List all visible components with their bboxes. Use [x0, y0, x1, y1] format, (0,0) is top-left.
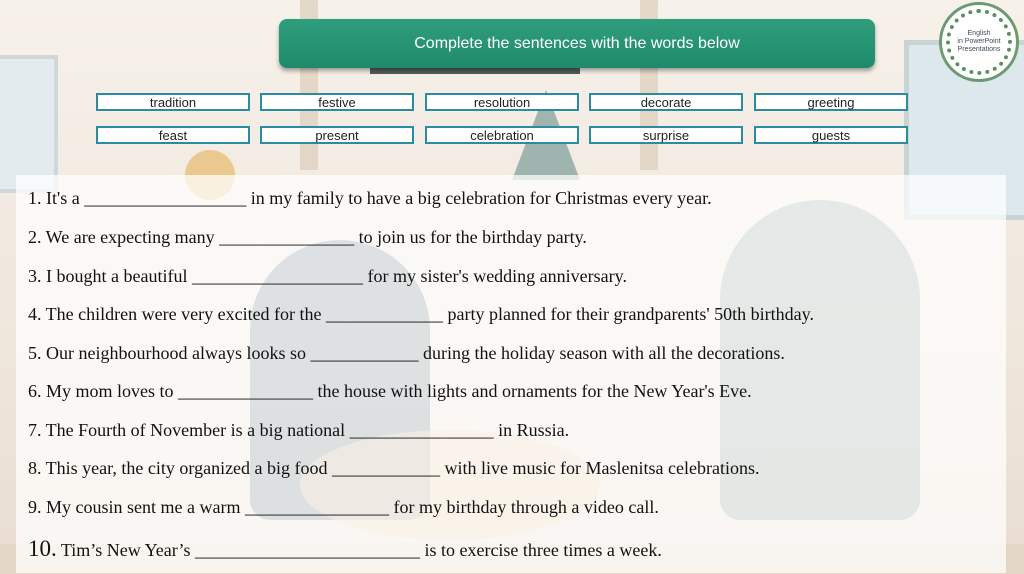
sentence-number: 5.	[28, 343, 42, 363]
sentence-number: 2.	[28, 227, 42, 247]
word-box: feast	[96, 126, 250, 144]
word-box: surprise	[589, 126, 743, 144]
sentence-number: 1.	[28, 188, 42, 208]
exercise-sentence	[28, 304, 814, 325]
sentence-number: 6.	[28, 381, 42, 401]
sentence-number: 8.	[28, 458, 42, 478]
sentence-number: 10.	[28, 536, 57, 561]
exercise-sentence	[28, 188, 712, 209]
sentence-text: Our neighbourhood always looks so ____________ during the holiday season with all the decorations.	[41, 343, 785, 363]
exercise-sentence	[28, 381, 752, 402]
sentence-number: 7.	[28, 420, 42, 440]
logo-text-line: Presentations	[957, 46, 1001, 53]
exercise-sentence	[28, 266, 627, 287]
sentence-text: The Fourth of November is a big national ________________ in Russia.	[41, 420, 570, 440]
sentence-text: This year, the city organized a big food ____________ with live music for Maslenitsa celebrations.	[41, 458, 760, 478]
word-box: guests	[754, 126, 908, 144]
sentence-number: 4.	[28, 304, 42, 324]
exercise-sentence	[28, 458, 759, 479]
sentence-text: I bought a beautiful ___________________ for my sister's wedding anniversary.	[41, 266, 627, 286]
logo-text-line: in PowerPoint	[957, 38, 1001, 45]
word-box: tradition	[96, 93, 250, 111]
sentence-text: It's a __________________ in my family to have a big celebration for Christmas every year.	[41, 188, 712, 208]
instruction-banner	[279, 19, 875, 68]
word-box: decorate	[589, 93, 743, 111]
page-title: Complete the sentences with the words below	[414, 34, 740, 52]
exercise-sentence	[28, 343, 785, 364]
background-window-left	[0, 55, 58, 193]
sentence-text: My mom loves to _______________ the house with lights and ornaments for the New Year's Eve.	[41, 381, 752, 401]
exercise-sentence	[28, 497, 659, 518]
word-box: festive	[260, 93, 414, 111]
sentence-text: The children were very excited for the _____________ party planned for their grandparents' 50th birthday.	[41, 304, 814, 324]
exercise-sentence	[28, 536, 662, 562]
sentence-text: My cousin sent me a warm ________________ for my birthday through a video call.	[41, 497, 659, 517]
exercise-sentence	[28, 420, 569, 441]
word-box: greeting	[754, 93, 908, 111]
sentence-text: Tim’s New Year’s _________________________ is to exercise three times a week.	[56, 540, 662, 560]
logo-text-line: English	[967, 30, 991, 37]
logo	[939, 2, 1019, 82]
exercise-sentence	[28, 227, 587, 248]
sentence-text: We are expecting many _______________ to join us for the birthday party.	[41, 227, 587, 247]
word-box: resolution	[425, 93, 579, 111]
word-box: celebration	[425, 126, 579, 144]
word-box: present	[260, 126, 414, 144]
sentence-number: 9.	[28, 497, 42, 517]
sentence-number: 3.	[28, 266, 42, 286]
